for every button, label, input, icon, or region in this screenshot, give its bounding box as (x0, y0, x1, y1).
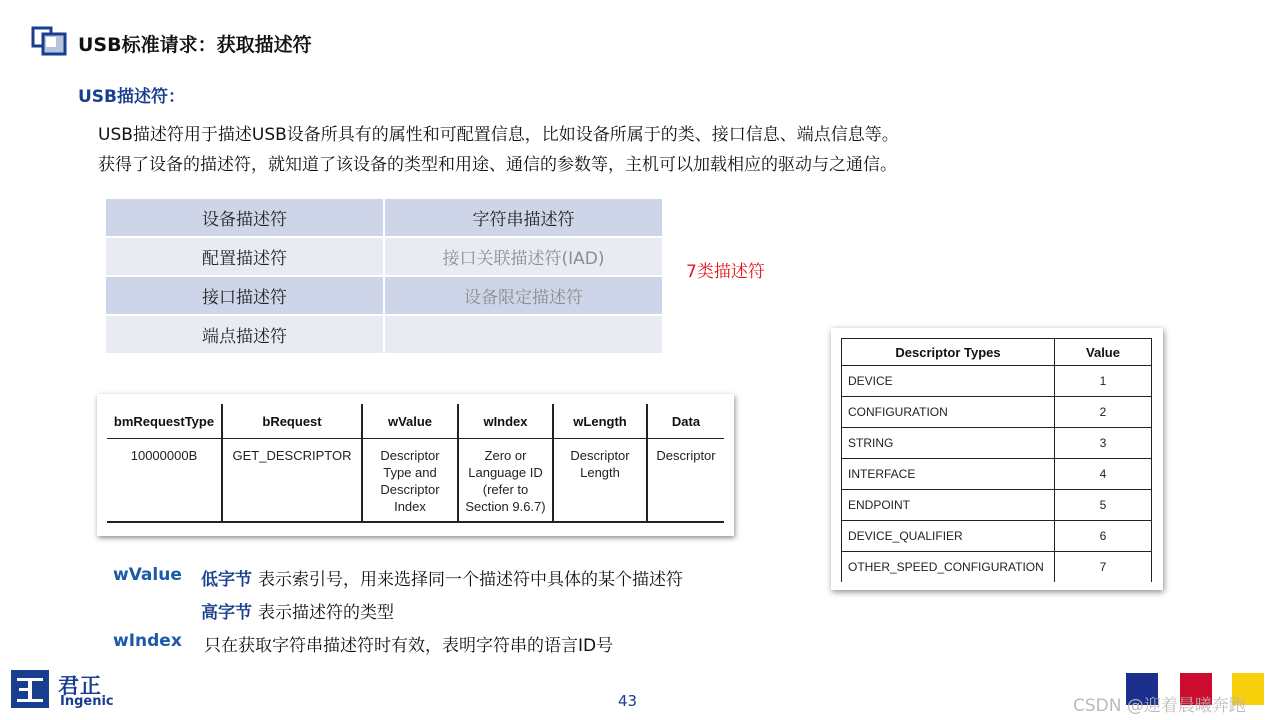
table-cell: Descriptor Length (553, 439, 647, 523)
section-subtitle: USB描述符： (78, 87, 186, 107)
table-cell: ENDPOINT (842, 490, 1055, 521)
table-cell: GET_DESCRIPTOR (222, 439, 362, 523)
table-cell: 配置描述符 (105, 237, 384, 276)
descriptor-category-table (104, 197, 664, 355)
table-cell: STRING (842, 428, 1055, 459)
brand-name-cn: 君正 (58, 674, 102, 698)
request-format-figure (97, 394, 734, 536)
table-cell: 设备限定描述符 (384, 276, 663, 315)
table-cell: 设备描述符 (105, 198, 384, 237)
table-row (105, 315, 663, 354)
table-cell: OTHER_SPEED_CONFIGURATION (842, 552, 1055, 583)
table-row (842, 521, 1152, 552)
ingenic-logo-icon (11, 670, 49, 708)
low-byte-label: 低字节 (201, 570, 252, 590)
table-cell: 6 (1055, 521, 1152, 552)
table-row (842, 397, 1152, 428)
table-row (842, 552, 1152, 583)
slide-logo-icon (30, 25, 70, 57)
descriptor-types-table (841, 338, 1152, 582)
page-number: 43 (618, 692, 638, 710)
intro-line-2: 获得了设备的描述符，就知道了该设备的类型和用途、通信的参数等，主机可以加载相应的驱动与之通信。 (98, 155, 897, 175)
column-header: Data (647, 404, 724, 439)
table-cell: INTERFACE (842, 459, 1055, 490)
table-row (107, 439, 724, 523)
column-header: Descriptor Types (842, 339, 1055, 366)
table-cell: DEVICE_QUALIFIER (842, 521, 1055, 552)
table-cell: DEVICE (842, 366, 1055, 397)
table-cell: 接口关联描述符(IAD) (384, 237, 663, 276)
request-format-table (107, 404, 724, 523)
table-cell: 3 (1055, 428, 1152, 459)
page-title: USB标准请求：获取描述符 (78, 34, 312, 56)
table-cell: 10000000B (107, 439, 222, 523)
table-row (842, 366, 1152, 397)
table-header-row (842, 339, 1152, 366)
intro-line-1: USB描述符用于描述USB设备所具有的属性和可配置信息，比如设备所属于的类、接口信息、端点信息等。 (98, 125, 899, 145)
table-cell: 1 (1055, 366, 1152, 397)
table-cell: 5 (1055, 490, 1152, 521)
table-cell: Zero or Language ID (refer to Section 9.6.7) (458, 439, 553, 523)
table-row (105, 198, 663, 237)
table-cell: CONFIGURATION (842, 397, 1055, 428)
column-header: wLength (553, 404, 647, 439)
table-cell: 7 (1055, 552, 1152, 583)
table-cell: 4 (1055, 459, 1152, 490)
table-row (105, 237, 663, 276)
windex-text: 只在获取字符串描述符时有效，表明字符串的语言ID号 (204, 636, 614, 656)
high-byte-text: 表示描述符的类型 (258, 603, 394, 623)
table-cell (384, 315, 663, 354)
table-row (842, 459, 1152, 490)
low-byte-text: 表示索引号，用来选择同一个描述符中具体的某个描述符 (258, 570, 683, 590)
brand-name-en: Ingenic (60, 694, 114, 709)
table-cell: 接口描述符 (105, 276, 384, 315)
column-header: Value (1055, 339, 1152, 366)
column-header: bRequest (222, 404, 362, 439)
table-cell: Descriptor Type and Descriptor Index (362, 439, 458, 523)
table-cell: 2 (1055, 397, 1152, 428)
column-header: bmRequestType (107, 404, 222, 439)
windex-label: wIndex (113, 631, 182, 651)
table-cell: 字符串描述符 (384, 198, 663, 237)
table-row (842, 490, 1152, 521)
descriptor-types-figure (831, 328, 1163, 590)
table-cell: 端点描述符 (105, 315, 384, 354)
watermark-text: CSDN @迎着晨曦奔跑 (1073, 696, 1246, 716)
table-cell: Descriptor (647, 439, 724, 523)
table-row (842, 428, 1152, 459)
table-header-row (107, 404, 724, 439)
column-header: wValue (362, 404, 458, 439)
descriptor-count-note: 7类描述符 (686, 262, 765, 282)
table-row (105, 276, 663, 315)
wvalue-label: wValue (113, 565, 182, 585)
high-byte-label: 高字节 (201, 603, 252, 623)
column-header: wIndex (458, 404, 553, 439)
